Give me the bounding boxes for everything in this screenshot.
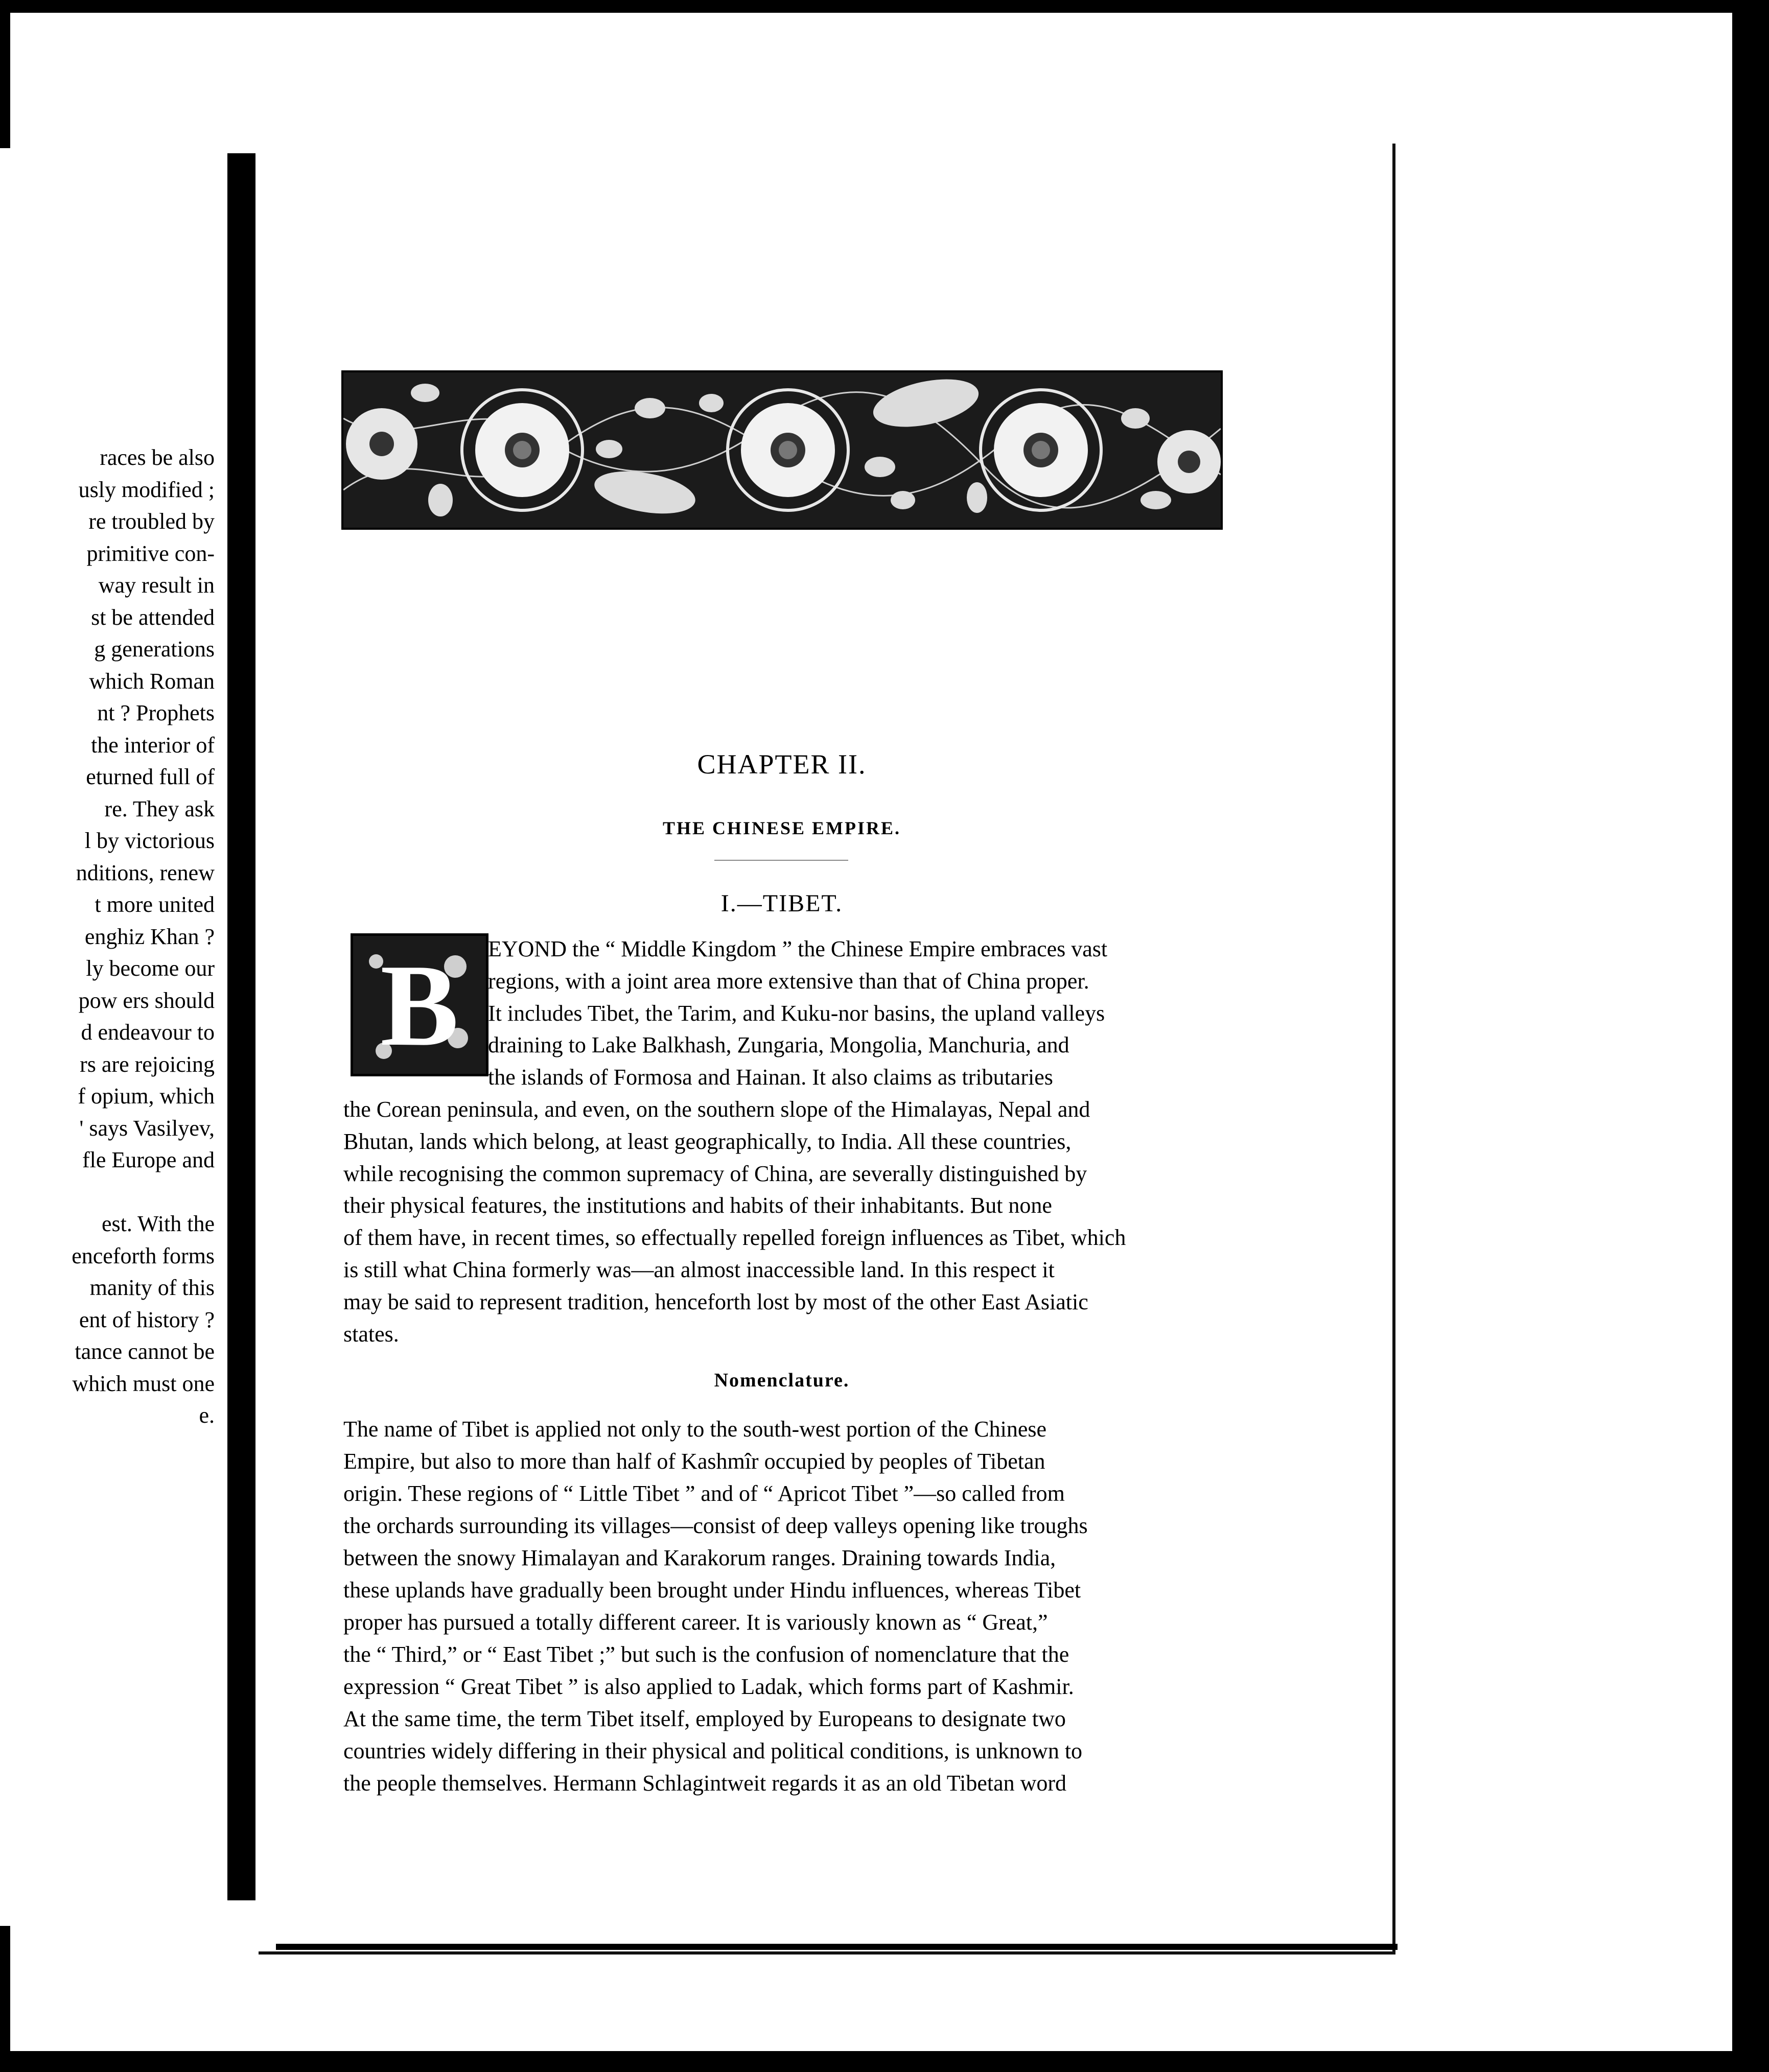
left-page-line: way result in (98, 573, 215, 598)
page-bottom-edge (276, 1944, 1398, 1950)
left-page-line: re. They ask (104, 796, 215, 821)
nomenclature-line: the people themselves. Hermann Schlagintweit regards it as an old Tibetan word (343, 1771, 1067, 1796)
left-page-line: ent of history ? (79, 1307, 215, 1332)
left-page-line: l by victorious (84, 828, 215, 853)
left-page-line: which Roman (89, 668, 215, 694)
nomenclature-line: The name of Tibet is applied not only to the south-west portion of the Chinese (343, 1417, 1047, 1442)
intro-line: It includes Tibet, the Tarim, and Kuku-nor basins, the upland valleys (488, 1000, 1105, 1026)
intro-line: may be said to represent tradition, henceforth lost by most of the other East Asiatic (343, 1289, 1088, 1314)
nomenclature-line: these uplands have gradually been brought under Hindu influences, whereas Tibet (343, 1577, 1081, 1603)
nomenclature-heading: Nomenclature. (714, 1370, 850, 1391)
left-page-line: enghiz Khan ? (84, 924, 215, 949)
left-page-line: ly become our (86, 956, 215, 981)
chapter-title: THE CHINESE EMPIRE. (662, 818, 901, 838)
left-page-line: st be attended (91, 604, 215, 630)
left-page-line: usly modified ; (78, 477, 215, 502)
intro-line: Bhutan, lands which belong, at least geographically, to India. All these countries, (343, 1128, 1072, 1154)
left-page-line: nditions, renew (76, 860, 215, 885)
left-page-line: f opium, which (78, 1084, 215, 1109)
intro-line: of them have, in recent times, so effectually repelled foreign influences as Tibet, which (343, 1225, 1126, 1251)
left-page-line: g generations (94, 637, 215, 662)
left-page-line: enceforth forms (72, 1243, 215, 1268)
nomenclature-line: the orchards surrounding its villages—consist of deep valleys opening like troughs (343, 1513, 1088, 1538)
left-page-line: manity of this (89, 1275, 215, 1300)
left-page-line: fle Europe and (82, 1147, 215, 1172)
floral-header-ornament (341, 370, 1223, 530)
book-spine (227, 153, 255, 1900)
initial-letter: B (380, 939, 459, 1070)
left-page-line (0, 1176, 215, 1208)
intro-line: the Corean peninsula, and even, on the southern slope of the Himalayas, Nepal and (343, 1097, 1090, 1122)
left-page-line: the interior of (91, 732, 215, 758)
left-page-line: which must one (72, 1371, 215, 1396)
floral-ornament-illustration (343, 372, 1221, 528)
title-divider (714, 860, 848, 861)
chapter-number: CHAPTER II. (697, 749, 867, 780)
intro-line: regions, with a joint area more extensive than that of China proper. (488, 968, 1089, 994)
intro-line: states. (343, 1321, 399, 1347)
left-page-line: pow ers should (78, 987, 215, 1013)
left-page-line: races be also (100, 445, 215, 470)
left-page (0, 148, 225, 1926)
nomenclature-line: between the snowy Himalayan and Karakorum ranges. Draining towards India, (343, 1545, 1056, 1570)
left-page-line: primitive con- (86, 540, 215, 566)
intro-line: while recognising the common supremacy of China, are severally distinguished by (343, 1161, 1087, 1186)
intro-line: the islands of Formosa and Hainan. It also claims as tributaries (488, 1065, 1053, 1090)
left-page-line: t more united (95, 892, 215, 917)
left-page-line: d endeavour to (81, 1020, 215, 1045)
left-page-line: re troubled by (88, 509, 215, 534)
left-page-line: tance cannot be (75, 1339, 215, 1364)
intro-line: their physical features, the institutions and habits of their inhabitants. But none (343, 1193, 1052, 1218)
intro-line: is still what China formerly was—an almost inaccessible land. In this respect it (343, 1257, 1055, 1282)
nomenclature-line: the “ Third,” or “ East Tibet ;” but such is the confusion of nomenclature that the (343, 1642, 1069, 1667)
left-page-line: rs are rejoicing (80, 1051, 215, 1077)
section-heading: I.—TIBET. (720, 890, 843, 917)
nomenclature-line: expression “ Great Tibet ” is also applied to Ladak, which forms part of Kashmir. (343, 1674, 1074, 1699)
nomenclature-line: proper has pursued a totally different career. It is variously known as “ Great,” (343, 1610, 1048, 1635)
intro-line: draining to Lake Balkhash, Zungaria, Mongolia, Manchuria, and (488, 1032, 1069, 1058)
intro-line: EYOND the “ Middle Kingdom ” the Chinese Empire embraces vast (488, 936, 1108, 961)
nomenclature-line: Empire, but also to more than half of Kashmîr occupied by peoples of Tibetan (343, 1449, 1045, 1474)
nomenclature-line: At the same time, the term Tibet itself, employed by Europeans to designate two (343, 1706, 1066, 1731)
nomenclature-line: countries widely differing in their physical and political conditions, is unknown to (343, 1738, 1083, 1763)
nomenclature-line: origin. These regions of “ Little Tibet ” and of “ Apricot Tibet ”—so called from (343, 1481, 1065, 1506)
left-page-line: eturned full of (86, 764, 215, 789)
left-page-line: e. (199, 1403, 215, 1428)
left-page-line: est. With the (101, 1211, 215, 1236)
left-page-line: ' says Vasilyev, (79, 1115, 215, 1141)
decorated-initial (351, 933, 488, 1076)
left-page-line: nt ? Prophets (97, 700, 215, 725)
